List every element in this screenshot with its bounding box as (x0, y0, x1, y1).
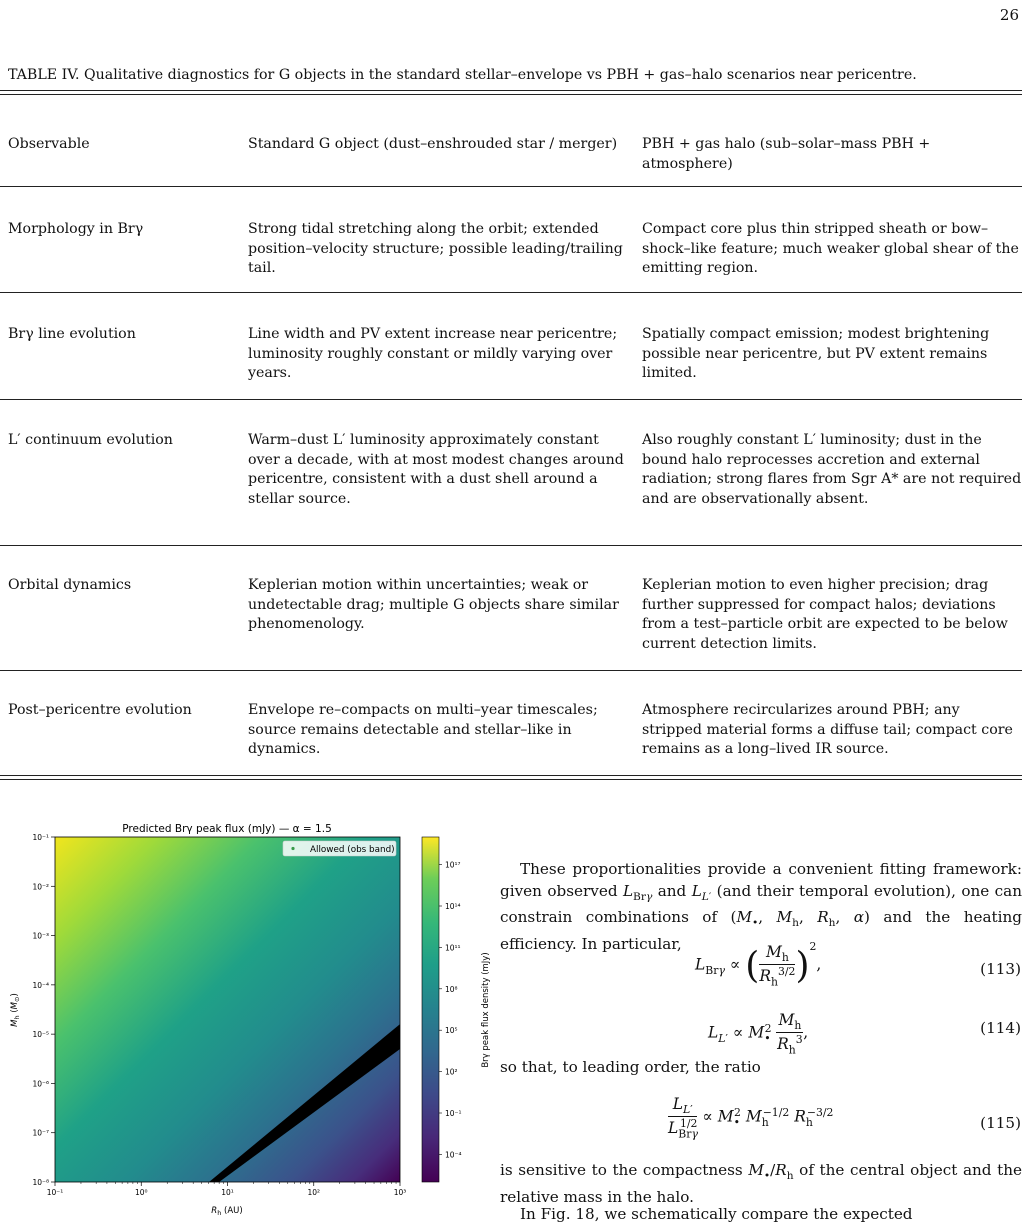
row-4-standard: Keplerian motion within uncertainties; weak or undetectable drag; multiple G objects share similar phenomenology. (248, 577, 619, 632)
paragraph-1: These proportionalities provide a convenient fitting framework: given observed $L_{Br\gamma}$ and $L_{L'}$ (and their temporal evolution), one can constrain combinations of ($M_•$, $M_h$, $R_h$, α) and the heating efficiency. In particular, (500, 860, 1022, 953)
y-tick-label: 10⁻¹ (32, 833, 49, 842)
paragraph-4-fragment: In Fig. 18, we schematically compare the expected (520, 1205, 913, 1223)
table-caption: TABLE IV. Qualitative diagnostics for G objects in the standard stellar–envelope vs PBH + gas–halo scenarios near pericentre. (8, 67, 917, 83)
table-bottom-rule (0, 775, 1022, 776)
x-tick-label: 10¹ (221, 1188, 234, 1197)
y-tick-label: 10⁻⁸ (32, 1178, 49, 1187)
row-2-observable: Brγ line evolution (8, 326, 136, 342)
paragraph-2: so that, to leading order, the ratio (500, 1058, 761, 1076)
row-rule-3 (0, 545, 1022, 546)
row-4-pbh: Keplerian motion to even higher precision; drag further suppressed for compact halos; deviations from a test–particle orbit are expected to be below current detection limits. (642, 577, 1008, 652)
y-tick-label: 10⁻⁵ (32, 1030, 49, 1040)
row-3-standard: Warm–dust L′ luminosity approximately constant over a decade, with at most modest changes around pericentre, consistent with a dust shell around a stellar source. (248, 432, 624, 507)
row-4-observable: Orbital dynamics (8, 577, 132, 593)
chart-legend (283, 841, 396, 856)
colorbar-tick-label: 10² (445, 1067, 458, 1077)
row-1-standard: Strong tidal stretching along the orbit; extended position–velocity structure; possible leading/trailing tail. (248, 221, 623, 276)
row-5-standard: Envelope re–compacts on multi–year timescales; source remains detectable and stellar–like in dynamics. (248, 702, 598, 757)
y-axis-label: $M_h$ $(M_⊙)$ (10, 993, 21, 1027)
table-top-rule (0, 90, 1022, 91)
header-observable: Observable (8, 136, 90, 152)
colorbar-label: Brγ peak flux density (mJy) (481, 952, 491, 1068)
equation-115: $L_{L'}$ $L_{Br\gamma}^{1/2}$ ∝ $M_•^2$ $M_h^{-1/2}$ $R_h^{-3/2}$ (668, 1095, 834, 1141)
equation-113: $L_{Br\gamma}$ ∝ ( $\frac{M_h}{R_h^{3/2}}$ )$^2$, (695, 939, 822, 989)
y-tick-label: 10⁻⁶ (32, 1079, 49, 1089)
colorbar-tick-label: 10¹¹ (445, 943, 461, 953)
colorbar-tick-label: 10⁻⁴ (445, 1150, 462, 1160)
colorbar-tick-label: 10⁻¹ (445, 1109, 462, 1118)
x-tick-label: 10⁰ (134, 1188, 148, 1197)
equation-115-number: (115) (980, 1114, 1021, 1132)
table-top-rule-2 (0, 94, 1022, 95)
x-tick-label: 10² (307, 1188, 321, 1197)
row-3-pbh: Also roughly constant L′ luminosity; dust in the bound halo reprocesses accretion and external radiation; strong flares from Sgr A* are not required and are observationally absent. (642, 432, 1022, 507)
heatmap-area (55, 837, 400, 1182)
row-2-pbh: Spatially compact emission; modest brightening possible near pericentre, but PV extent remains limited. (642, 326, 990, 381)
table-bottom-rule-2 (0, 779, 1022, 780)
row-1-observable: Morphology in Brγ (8, 221, 144, 237)
row-2-standard: Line width and PV extent increase near pericentre; luminosity roughly constant or mildly varying over years. (248, 326, 618, 381)
x-tick-label: 10³ (393, 1188, 407, 1197)
header-rule (0, 186, 1022, 187)
y-tick-label: 10⁻² (32, 882, 49, 892)
equation-113-number: (113) (980, 960, 1021, 978)
legend-entry: Allowed (obs band) (310, 845, 395, 855)
colorbar-tick-label: 10⁵ (445, 1026, 458, 1036)
colorbar-tick-label: 10¹⁴ (445, 902, 461, 911)
colorbar (422, 837, 439, 1182)
x-axis-label: $R_h$ (AU) (211, 1206, 243, 1217)
heatmap-figure (0, 815, 491, 1217)
row-rule-2 (0, 399, 1022, 400)
equation-114: $L_{L'} \propto M_•^2$ $\frac{M_h}{R_h^3}$ , (708, 1011, 809, 1057)
row-rule-1 (0, 292, 1022, 293)
row-3-observable: L′ continuum evolution (8, 432, 173, 448)
equation-114-number: (114) (980, 1019, 1021, 1037)
row-5-observable: Post–pericentre evolution (8, 702, 192, 718)
legend-marker (291, 847, 294, 850)
y-tick-label: 10⁻³ (32, 931, 49, 941)
y-tick-label: 10⁻⁷ (32, 1128, 49, 1138)
x-tick-label: 10⁻¹ (46, 1188, 64, 1197)
row-1-pbh: Compact core plus thin stripped sheath or bow–shock–like feature; much weaker global shear of the emitting region. (642, 221, 1019, 276)
colorbar-tick-label: 10⁸ (445, 984, 458, 994)
header-pbh: PBH + gas halo (sub–solar–mass PBH + atmosphere) (642, 136, 931, 172)
y-tick-label: 10⁻⁴ (32, 980, 49, 990)
colorbar-tick-label: 10¹⁷ (445, 860, 461, 870)
header-standard: Standard G object (dust–enshrouded star / merger) (248, 136, 618, 152)
page-number: 26 (999, 6, 1019, 24)
row-5-pbh: Atmosphere recircularizes around PBH; any stripped material forms a diffuse tail; compact core remains as a long–lived IR source. (642, 702, 1013, 757)
paragraph-3: is sensitive to the compactness $M_•/R_h$ of the central object and the relative mass in the halo. (500, 1161, 1022, 1206)
chart-title: Predicted Brγ peak flux (mJy) — α = 1.5 (122, 823, 332, 835)
row-rule-4 (0, 670, 1022, 671)
